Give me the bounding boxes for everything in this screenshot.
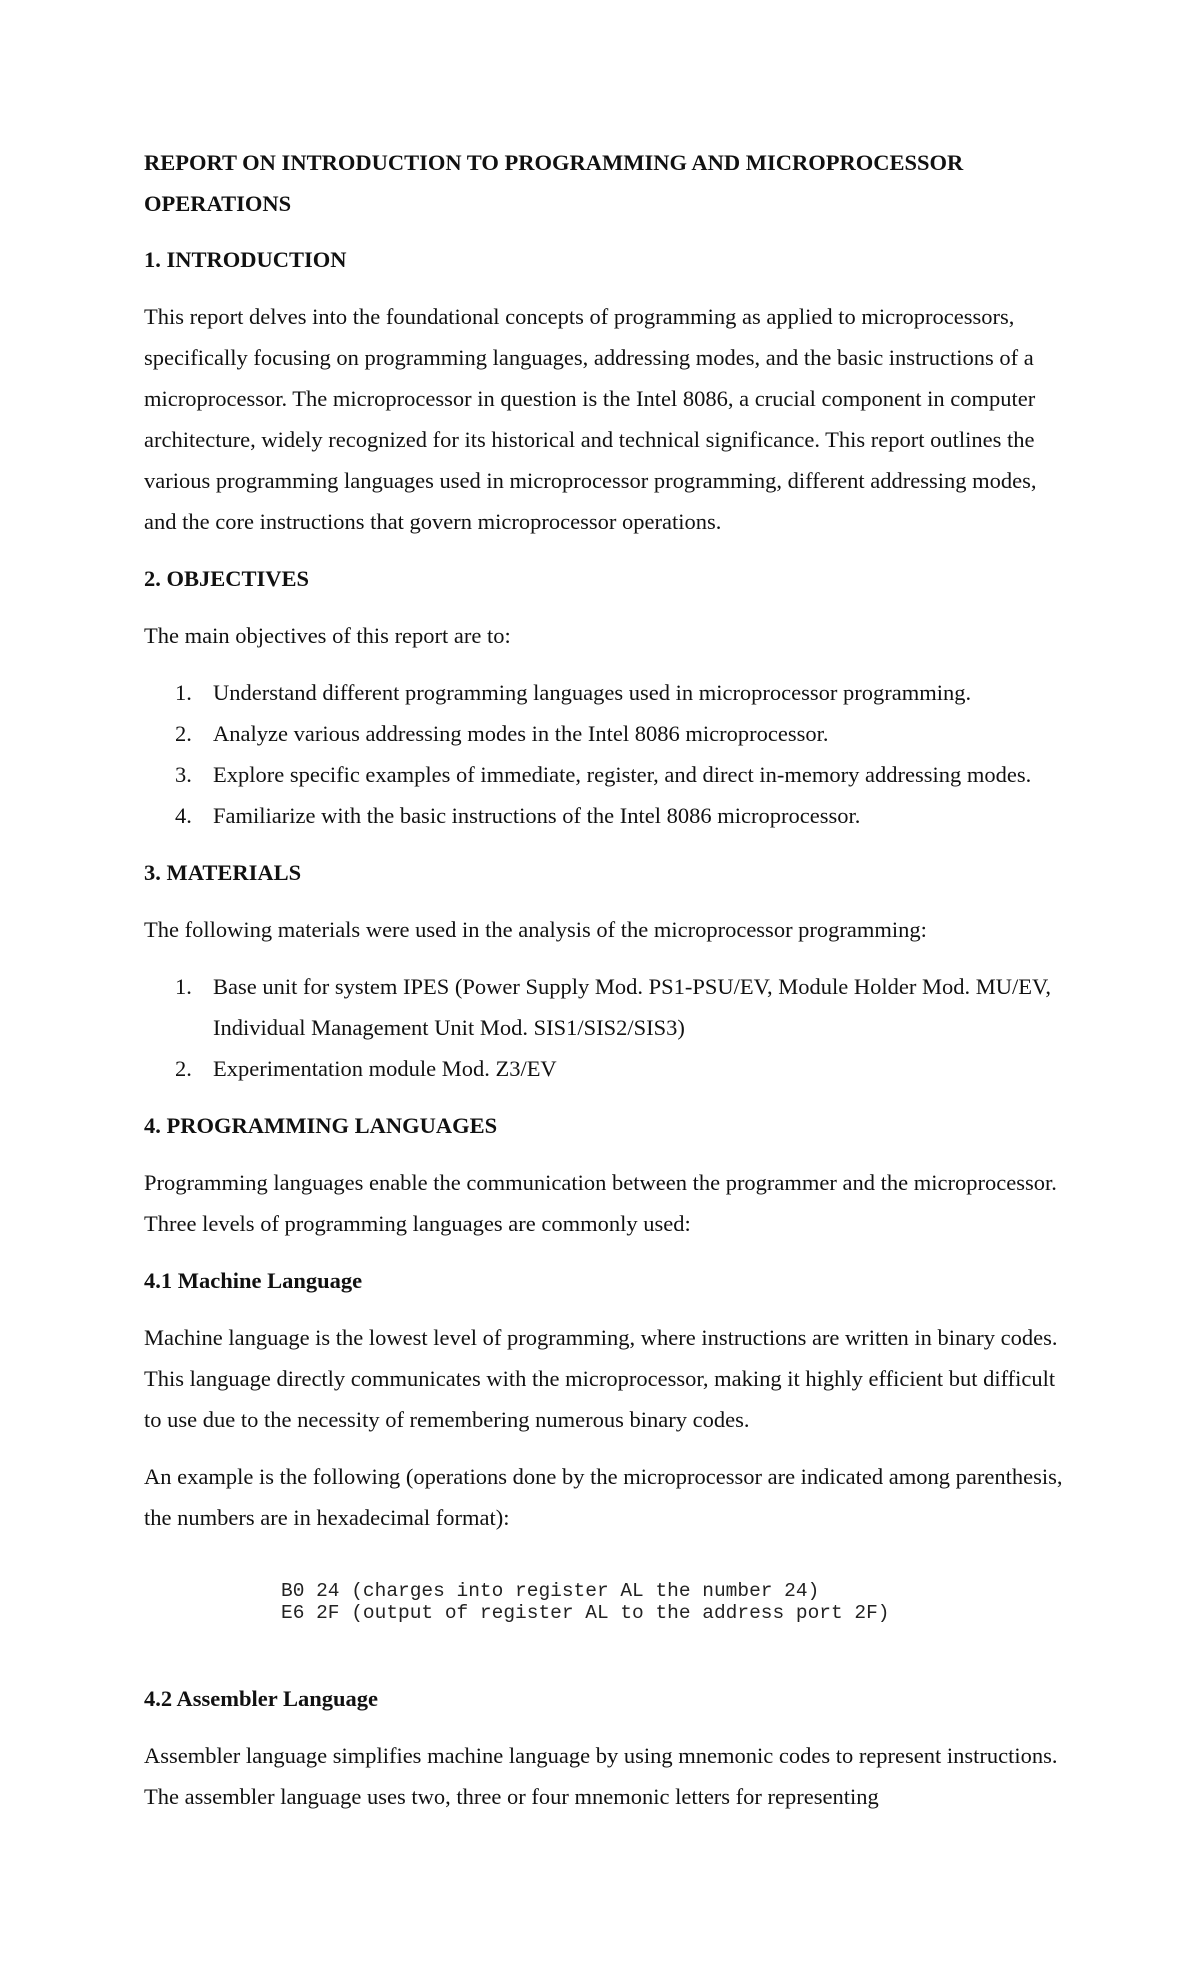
- code-example: [281, 1580, 1074, 1624]
- section-heading-introduction: 1. INTRODUCTION: [144, 247, 347, 272]
- list-item-text: Analyze various addressing modes in the Intel 8086 microprocessor.: [213, 721, 829, 746]
- list-number: 1.: [175, 974, 192, 999]
- list-item-text: Explore specific examples of immediate, register, and direct in-memory addressing modes.: [213, 762, 1032, 787]
- section-heading-materials: 3. MATERIALS: [144, 860, 302, 885]
- list-number: 3.: [175, 762, 192, 787]
- machine-language-paragraph: Machine language is the lowest level of programming, where instructions are written in binary codes. This language directly communicates with the microprocessor, making it highly efficient but difficult to use due to the necessity of remembering numerous binary codes.: [144, 1325, 1058, 1432]
- list-item: [144, 713, 1074, 754]
- list-item-text: Familiarize with the basic instructions of the Intel 8086 microprocessor.: [213, 803, 861, 828]
- subsection-heading-assembler-language: 4.2 Assembler Language: [144, 1686, 378, 1711]
- objectives-intro: The main objectives of this report are to:: [144, 623, 511, 648]
- materials-list: [144, 966, 1074, 1089]
- objectives-list: [144, 672, 1074, 836]
- list-number: 2.: [175, 1056, 192, 1081]
- list-item: [144, 1048, 1074, 1089]
- list-item: [144, 966, 1074, 1048]
- introduction-paragraph: This report delves into the foundational concepts of programming as applied to microprocessors, specifically focusing on programming languages, addressing modes, and the basic instructions of a microprocessor. The microprocessor in question is the Intel 8086, a crucial component in computer architecture, widely recognized for its historical and technical significance. This report outlines the various programming languages used in microprocessor programming, different addressing modes, and the core instructions that govern microprocessor operations.: [144, 304, 1037, 534]
- list-number: 2.: [175, 721, 192, 746]
- list-number: 4.: [175, 803, 192, 828]
- section-heading-objectives: 2. OBJECTIVES: [144, 566, 310, 591]
- programming-languages-intro: Programming languages enable the communication between the programmer and the microprocessor. Three levels of programming languages are commonly used:: [144, 1170, 1057, 1236]
- report-title: REPORT ON INTRODUCTION TO PROGRAMMING AND MICROPROCESSOR OPERATIONS: [144, 150, 964, 216]
- list-item-text: Base unit for system IPES (Power Supply Mod. PS1-PSU/EV, Module Holder Mod. MU/EV, Individual Management Unit Mod. SIS1/SIS2/SIS3): [213, 974, 1051, 1040]
- list-number: 1.: [175, 680, 192, 705]
- materials-intro: The following materials were used in the analysis of the microprocessor programming:: [144, 917, 927, 942]
- machine-language-example-intro: An example is the following (operations done by the microprocessor are indicated among parenthesis, the numbers are in hexadecimal format):: [144, 1464, 1063, 1530]
- document-page: [144, 142, 1074, 1833]
- section-heading-programming-languages: 4. PROGRAMMING LANGUAGES: [144, 1113, 498, 1138]
- list-item-text: Understand different programming languages used in microprocessor programming.: [213, 680, 972, 705]
- list-item: [144, 795, 1074, 836]
- code-line: E6 2F (output of register AL to the address port 2F): [281, 1602, 890, 1624]
- list-item: [144, 672, 1074, 713]
- subsection-heading-machine-language: 4.1 Machine Language: [144, 1268, 363, 1293]
- code-line: B0 24 (charges into register AL the number 24): [281, 1580, 820, 1602]
- list-item: [144, 754, 1074, 795]
- list-item-text: Experimentation module Mod. Z3/EV: [213, 1056, 557, 1081]
- assembler-language-paragraph: Assembler language simplifies machine language by using mnemonic codes to represent instructions. The assembler language uses two, three or four mnemonic letters for representing: [144, 1743, 1058, 1809]
